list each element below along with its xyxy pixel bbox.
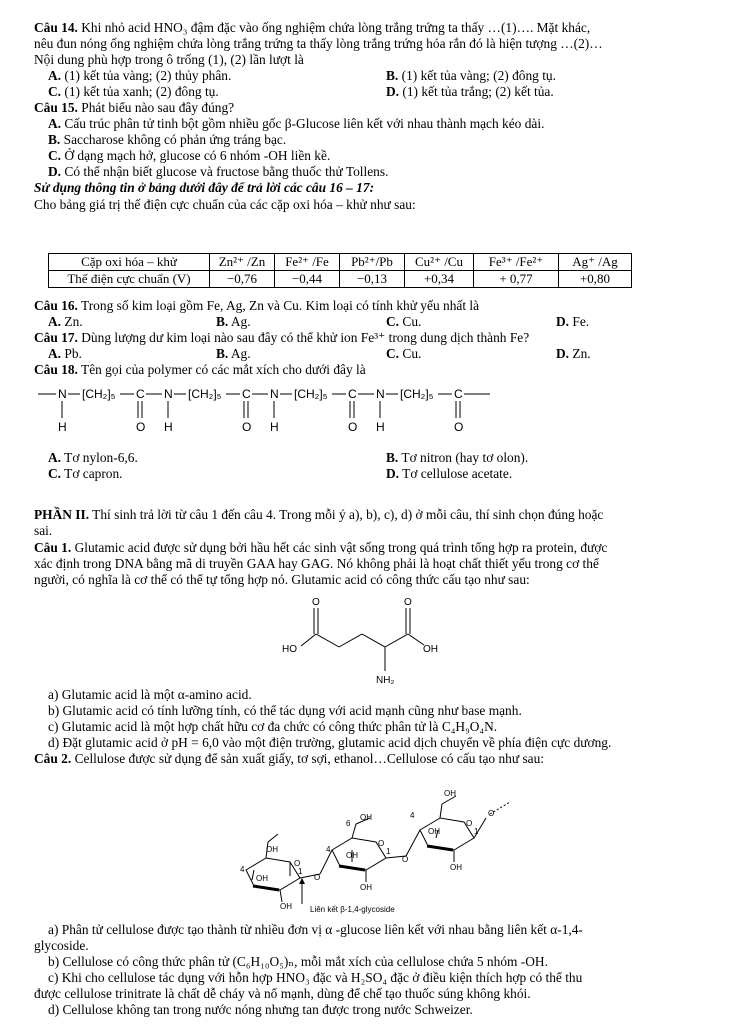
cell-o-label: O xyxy=(466,819,473,828)
q17-option-a: A. Pb. xyxy=(48,346,82,361)
cellulose-structure xyxy=(210,778,530,918)
table-cell: Thế điện cực chuẩn (V) xyxy=(49,271,210,288)
q18-line xyxy=(34,362,366,378)
table-cell: +0,80 xyxy=(559,271,632,288)
glutamic-o-label: O xyxy=(404,597,412,608)
cell-o-label: O xyxy=(314,873,321,882)
table-cell: +0,34 xyxy=(405,271,474,288)
methylene-group: [CH₂]₅ xyxy=(82,387,116,401)
q14-option-a: A. (1) kết tủa vàng; (2) thủy phân. xyxy=(48,68,232,83)
q18-option-a: A. Tơ nylon-6,6. xyxy=(48,450,138,465)
table-cell: Cặp oxi hóa – khử xyxy=(49,254,210,271)
q14-option-c: C. (1) kết tủa xanh; (2) đông tụ. xyxy=(48,84,219,99)
q14-line3: Nội dung phù hợp trong ô trống (1), (2) lần lượt là xyxy=(34,52,304,67)
cell-o-label: O xyxy=(488,809,495,818)
cell-oh-label: OH xyxy=(360,813,372,822)
cell-position-label: 6 xyxy=(346,819,351,828)
electrode-potential-table xyxy=(48,253,632,288)
c1-statement-c: c) Glutamic acid là một hợp chất hữu cơ đa chức có công thức phân tử là C₄H₉O₄N. xyxy=(48,719,498,734)
carbon-atom: C xyxy=(454,387,463,401)
table-cell: + 0,77 xyxy=(474,271,559,288)
table-row xyxy=(49,254,632,271)
cell-o-label: O xyxy=(294,859,301,868)
q15-option-c: C. Ở dạng mạch hở, glucose có 6 nhóm -OH liền kề. xyxy=(48,148,331,163)
cell-link-label: Liên kết β-1,4-glycoside xyxy=(310,905,395,914)
q16-option-c: C. Cu. xyxy=(386,314,422,329)
q14-option-b: B. (1) kết tủa vàng; (2) đông tụ. xyxy=(386,68,556,83)
cell-position-label: 4 xyxy=(410,811,415,820)
q15-option-a: A. Cấu trúc phân tử tinh bột gồm nhiều gốc β-Glucose liên kết với nhau thành mạch kéo dài. xyxy=(48,116,545,131)
q18-option-c: C. Tơ capron. xyxy=(48,466,123,481)
q18-option-b: B. Tơ nitron (hay tơ olon). xyxy=(386,450,529,465)
q18-label: Câu 18. xyxy=(34,362,78,377)
glutamic-bonds xyxy=(301,608,424,671)
methylene-group: [CH₂]₅ xyxy=(294,387,328,401)
cell-oh-label: OH xyxy=(428,827,440,836)
q15-line xyxy=(34,100,234,116)
table-row xyxy=(49,271,632,288)
glutamic-o-label: O xyxy=(312,597,320,608)
table-cell: Fe³⁺ /Fe²⁺ xyxy=(474,254,559,271)
part2-line2: sai. xyxy=(34,523,53,538)
glutamic-nh2-label: NH₂ xyxy=(376,675,395,686)
cell-oh-label: OH xyxy=(266,845,278,854)
link-arrow-head xyxy=(299,878,305,884)
methylene-group: [CH₂]₅ xyxy=(400,387,434,401)
cell-position-label: 1 xyxy=(386,847,391,856)
glutamic-acid-structure xyxy=(268,592,468,688)
hydrogen-atom: H xyxy=(270,420,279,434)
cell-o-label: O xyxy=(402,855,409,864)
info-heading: Sử dụng thông tin ở bảng dưới đây để trả lời các câu 16 – 17: xyxy=(34,180,375,195)
c2-statement-a: a) Phân tử cellulose được tạo thành từ nhiều đơn vị α -glucose liên kết với nhau bằng liên kết α-1,4- xyxy=(48,922,583,937)
carbon-atom: C xyxy=(348,387,357,401)
c2-statement-d: d) Cellulose không tan trong nước nóng nhưng tan được trong nước Schweizer. xyxy=(48,1002,473,1017)
q16-option-b: B. Ag. xyxy=(216,314,251,329)
cell-oh-label: OH xyxy=(444,789,456,798)
nitrogen-atom: N xyxy=(164,387,173,401)
cell-oh-label: OH xyxy=(360,883,372,892)
cell-position-label: 4 xyxy=(240,865,245,874)
glutamic-oh-label: OH xyxy=(423,644,438,655)
c2-statement-b: b) Cellulose có công thức phân tử (C₆H₁₀O₅)ₙ, mỗi mắt xích của cellulose chứa 5 nhóm -OH. xyxy=(48,954,548,969)
q15-option-d: D. Có thể nhận biết glucose và fructose bằng thuốc thử Tollens. xyxy=(48,164,389,179)
q17-line xyxy=(34,330,529,346)
q14-option-d: D. (1) kết tủa trắng; (2) kết tủa. xyxy=(386,84,554,99)
oxygen-atom: O xyxy=(348,420,358,434)
q17-option-b: B. Ag. xyxy=(216,346,251,361)
q18-text: Tên gọi của polymer có các mắt xích cho dưới đây là xyxy=(81,362,366,377)
c1-line1: Câu 1. Glutamic acid được sử dụng bởi hầu hết các sinh vật sống trong quá trình tổng hợp ra protein, được xyxy=(34,540,608,555)
cell-oh-label: OH xyxy=(450,863,462,872)
q14-line1 xyxy=(34,20,590,36)
hydrogen-atom: H xyxy=(376,420,385,434)
c2-statement-c-cont: được cellulose trinitrate là chất dễ cháy và nổ mạnh, dùng để chế tạo thuốc súng không khói. xyxy=(34,986,531,1001)
q15-text: Phát biểu nào sau đây đúng? xyxy=(81,100,235,115)
hydrogen-atom: H xyxy=(58,420,67,434)
glutamic-ho-label: HO xyxy=(282,644,297,655)
table-cell: −0,13 xyxy=(340,271,405,288)
cell-position-label: 1 xyxy=(474,827,479,836)
q17-label: Câu 17. xyxy=(34,330,78,345)
part2-line1: PHẦN II. Thí sinh trả lời từ câu 1 đến câu 4. Trong mỗi ý a), b), c), d) ở mỗi câu, thí sinh chọn đúng hoặc xyxy=(34,507,604,522)
cell-oh-label: OH xyxy=(256,874,268,883)
oxygen-atom: O xyxy=(136,420,146,434)
q15-label: Câu 15. xyxy=(34,100,78,115)
nitrogen-atom: N xyxy=(58,387,67,401)
table-cell: Zn²⁺ /Zn xyxy=(210,254,275,271)
q16-option-a: A. Zn. xyxy=(48,314,83,329)
carbon-atom: C xyxy=(136,387,145,401)
q18-option-d: D. Tơ cellulose acetate. xyxy=(386,466,513,481)
hydrogen-atom: H xyxy=(164,420,173,434)
q17-text: Dùng lượng dư kim loại nào sau đây có thể khử ion Fe³⁺ trong dung dịch thành Fe? xyxy=(81,330,530,345)
cell-o-label: O xyxy=(378,839,385,848)
q14-text: Khi nhỏ acid HNO₃ đậm đặc vào ống nghiệm chứa lòng trắng trứng ta thấy …(1)…. Mặt khác, xyxy=(81,20,591,35)
table-cell: Fe²⁺ /Fe xyxy=(275,254,340,271)
polymer-structure xyxy=(38,382,698,444)
c2-line: Câu 2. Cellulose được sử dụng để sản xuất giấy, tơ sợi, ethanol…Cellulose có cấu tạo như sau: xyxy=(34,751,545,766)
q14-line2: nêu đun nóng ống nghiệm chứa lòng trắng trứng ta thấy lòng trắng trứng hóa rắn đó là hiện tượng …(2)… xyxy=(34,36,603,51)
q15-option-b: B. Saccharose không có phản ứng tráng bạc. xyxy=(48,132,287,147)
cell-oh-label: OH xyxy=(280,902,292,911)
oxygen-atom: O xyxy=(454,420,464,434)
c1-statement-a: a) Glutamic acid là một α-amino acid. xyxy=(48,687,252,702)
cell-oh-label: OH xyxy=(346,851,358,860)
table-cell: Pb²⁺/Pb xyxy=(340,254,405,271)
q14-label: Câu 14. xyxy=(34,20,78,35)
carbon-atom: C xyxy=(242,387,251,401)
table-cell: −0,44 xyxy=(275,271,340,288)
c1-label: Câu 1. xyxy=(34,540,72,555)
q17-option-c: C. Cu. xyxy=(386,346,422,361)
q17-option-d: D. Zn. xyxy=(556,346,591,361)
table-cell: Ag⁺ /Ag xyxy=(559,254,632,271)
part2-label: PHẦN II. xyxy=(34,507,90,522)
q16-line xyxy=(34,298,479,314)
c2-label: Câu 2. xyxy=(34,751,72,766)
cell-position-label: 1 xyxy=(298,867,303,876)
nitrogen-atom: N xyxy=(376,387,385,401)
c2-statement-c: c) Khi cho cellulose tác dụng với hỗn hợp HNO₃ đặc và H₂SO₄ đặc ở điều kiện thích hợp có thể thu xyxy=(48,970,583,985)
info-text: Cho bảng giá trị thế điện cực chuẩn của các cặp oxi hóa – khử như sau: xyxy=(34,197,416,212)
methylene-group: [CH₂]₅ xyxy=(188,387,222,401)
c1-statement-b: b) Glutamic acid có tính lưỡng tính, có thể tác dụng với acid mạnh cũng như base mạnh. xyxy=(48,703,522,718)
c1-statement-d: d) Đặt glutamic acid ở pH = 6,0 vào một điện trường, glutamic acid dịch chuyển về phía điện cực dương. xyxy=(48,735,612,750)
q16-text: Trong số kim loại gồm Fe, Ag, Zn và Cu. Kim loại có tính khử yếu nhất là xyxy=(81,298,480,313)
table-cell: −0,76 xyxy=(210,271,275,288)
nitrogen-atom: N xyxy=(270,387,279,401)
oxygen-atom: O xyxy=(242,420,252,434)
c1-line3: người, có nghĩa là cơ thể có thể tự tổng hợp nó. Glutamic acid có công thức cấu tạo như sau: xyxy=(34,572,530,587)
c2-statement-a-cont: glycoside. xyxy=(34,938,89,953)
c1-line2: xác định trong DNA bằng mã di truyền GAA hay GAG. Nó không phải là hoạt chất thiết yếu trong cơ thể xyxy=(34,556,599,571)
q16-label: Câu 16. xyxy=(34,298,78,313)
table-cell: Cu²⁺ /Cu xyxy=(405,254,474,271)
q16-option-d: D. Fe. xyxy=(556,314,590,329)
cell-position-label: 4 xyxy=(326,845,331,854)
